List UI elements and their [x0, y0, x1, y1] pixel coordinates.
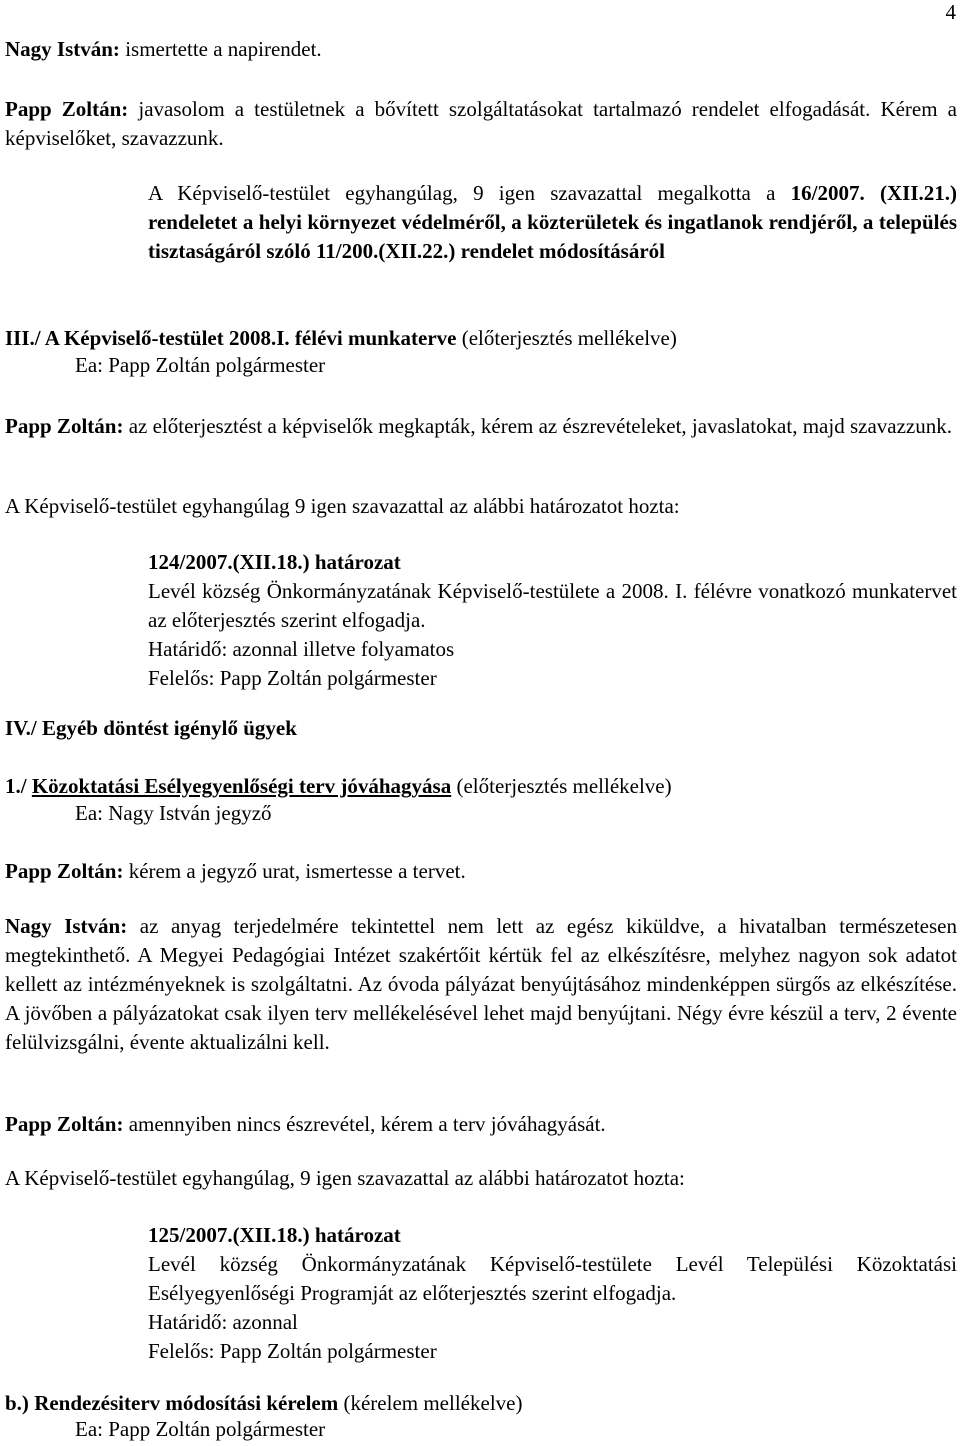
hatarozat-responsible: Felelős: Papp Zoltán polgármester — [148, 666, 437, 690]
item-number: 1./ — [5, 774, 32, 798]
speaker-name: Nagy István: — [5, 914, 128, 938]
hatarozat-125 — [148, 1221, 957, 1366]
item-title: Rendezésiterv módosítási kérelem — [34, 1391, 339, 1415]
item-b-ea: Ea: Papp Zoltán polgármester — [75, 1417, 326, 1441]
speaker-name: Papp Zoltán: — [5, 97, 129, 121]
paragraph-text: az anyag terjedelmére tekintettel nem lett az egész kiküldve, a hivatalban természetesen megtekinthető. A Megyei Pedagógiai Intézet szakértőit kértük fel az elkészítésre, melyhez nagyon sok adatot kellett az intézményeknek is szolgáltatni. Az óvoda pályázat benyújtásához mindenképpen sürgős az elkészítése. A jövőben a pályázatokat csak ilyen terv mellékelésével lehet majd benyújtani. Négy évre készül a terv, 2 évente felülvizsgálni, évente aktualizálni kell. — [5, 914, 957, 1054]
rendelet-decision — [148, 179, 957, 266]
item-number: b.) — [5, 1391, 35, 1415]
paragraph-nagy-napirend — [5, 35, 957, 64]
decision-rendelet: 16/2007. (XII.21.) rendeletet a helyi környezet védelméről, a közterületek és ingatlanok rendjéről, a település tisztaságáról szóló 11/200.(XII.22.) rendelet módosításáról — [148, 181, 957, 263]
item-note: (kérelem mellékelve) — [338, 1391, 523, 1415]
paragraph-text: kérem a jegyző urat, ismertesse a tervet. — [123, 859, 466, 883]
paragraph-text: az előterjesztést a képviselők megkapták, kérem az észrevételeket, javaslatokat, majd szavazzunk. — [123, 414, 952, 438]
item-1-heading — [5, 772, 957, 801]
hatarozat-body: Levél község Önkormányzatának Képviselő-testülete a 2008. I. félévre vonatkozó munkatervet az előterjesztés szerint elfogadja. — [148, 579, 957, 632]
speaker-name: Nagy István: — [5, 37, 120, 61]
section-iii-heading — [5, 324, 957, 353]
paragraph-text: ismertette a napirendet. — [119, 37, 322, 61]
speaker-name: Papp Zoltán: — [5, 1112, 124, 1136]
section-note: (előterjesztés mellékelve) — [456, 326, 677, 350]
item-1-ea: Ea: Nagy István jegyző — [75, 801, 272, 825]
paragraph-vote-1: A Képviselő-testület egyhangúlag 9 igen szavazattal az alábbi határozatot hozta: — [5, 494, 680, 518]
section-heading: III./ A Képviselő-testület 2008.I. félévi munkaterve — [5, 326, 457, 350]
section-iii-ea: Ea: Papp Zoltán polgármester — [75, 353, 326, 377]
speaker-name: Papp Zoltán: — [5, 859, 124, 883]
hatarozat-body: Levél község Önkormányzatának Képviselő-testülete Levél Települési Közoktatási Esélyegyenlőségi Programját az előterjesztés szerint elfogadja. — [148, 1252, 957, 1305]
hatarozat-title: 125/2007.(XII.18.) határozat — [148, 1223, 401, 1247]
hatarozat-deadline: Határidő: azonnal illetve folyamatos — [148, 637, 455, 661]
hatarozat-deadline: Határidő: azonnal — [148, 1310, 298, 1334]
item-title: Közoktatási Esélyegyenlőségi terv jóváhagyása — [31, 774, 452, 798]
hatarozat-124 — [148, 548, 957, 693]
paragraph-nagy-anyag — [5, 912, 957, 1057]
paragraph-text: amennyiben nincs észrevétel, kérem a terv jóváhagyását. — [123, 1112, 606, 1136]
decision-lead: A Képviselő-testület egyhangúlag, 9 igen szavazattal megalkotta a — [148, 181, 791, 205]
item-note: (előterjesztés mellékelve) — [451, 774, 672, 798]
hatarozat-title: 124/2007.(XII.18.) határozat — [148, 550, 401, 574]
paragraph-papp-javaslat — [5, 95, 957, 153]
paragraph-text: javasolom a testületnek a bővített szolgáltatásokat tartalmazó rendelet elfogadását. Kérem a képviselőket, szavazzunk. — [5, 97, 957, 150]
hatarozat-responsible: Felelős: Papp Zoltán polgármester — [148, 1339, 437, 1363]
paragraph-vote-2: A Képviselő-testület egyhangúlag, 9 igen szavazattal az alábbi határozatot hozta: — [5, 1166, 685, 1190]
item-b-heading — [5, 1389, 957, 1418]
paragraph-papp-kerem — [5, 857, 957, 886]
speaker-name: Papp Zoltán: — [5, 414, 124, 438]
paragraph-papp-eloterjesztes — [5, 412, 957, 441]
section-iv-heading: IV./ Egyéb döntést igénylő ügyek — [5, 716, 297, 740]
paragraph-papp-jovahagyas — [5, 1110, 957, 1139]
page-number: 4 — [945, 0, 956, 24]
